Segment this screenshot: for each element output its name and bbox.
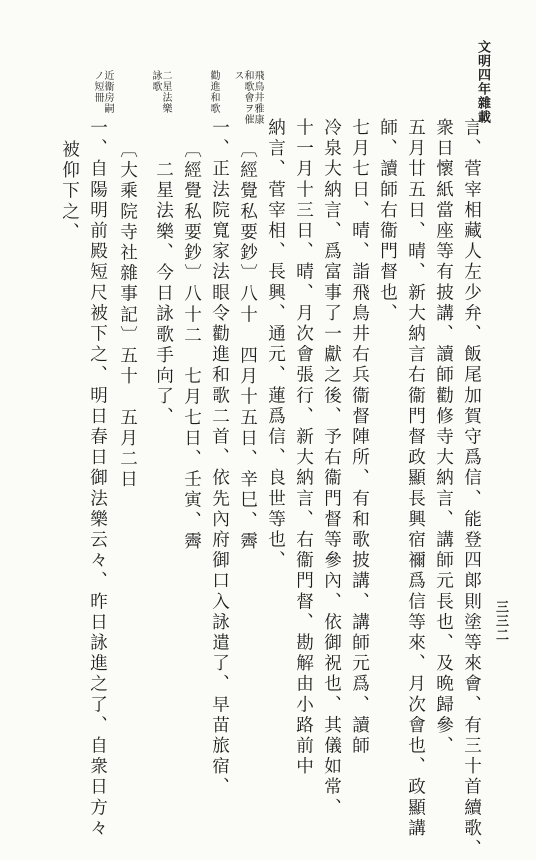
text-column: 十一月十三日、晴、月次會張行、新大納言、右衞門督、勘解由小路前中 <box>293 118 314 778</box>
text-column: 一、自陽明前殿短尺被下之、明日春日御法樂云々、昨日詠進之了、自衆日方々 <box>87 118 108 839</box>
text-column: 衆日懷紙當座等有披講、讀師勸修寺大納言、講師元長也、及晩歸參、 <box>433 118 454 757</box>
margin-note: 近衞房嗣ノ短冊 <box>92 70 113 114</box>
source-heading: 〔經覺私要鈔〕八十二 七月七日、壬寅、霽 <box>181 140 202 552</box>
text-column: 五月廿五日、晴、新大納言右衞門督政顯長興宿禰爲信等來、月次會也、政顯講 <box>405 118 426 839</box>
source-heading: 〔大乘院寺社雜事記〕五十 五月二日 <box>117 140 138 491</box>
page-number: 三三二 <box>493 600 508 642</box>
text-column: 冷泉大納言、爲富事了一獻之後、予右衞門督等參內、依御祝也、其儀如常、 <box>321 118 342 819</box>
text-column: 言、菅宰相藏人左少弁、飯尾加賀守爲信、能登四郞則塗等來會、有三十首續歌、 <box>461 118 482 860</box>
text-column: 一、正法院寬家法眼令勸進和歌二首、依先內府御口入詠遣了、早苗旅宿、 <box>209 118 230 798</box>
margin-note: 勸進和歌 <box>208 70 219 114</box>
text-column: 被仰下之、 <box>59 140 80 243</box>
margin-note: 飛鳥井雅康和歌會ヲ催ス <box>232 70 263 125</box>
text-column: 二星法樂、今日詠歌手向了、 <box>153 160 174 428</box>
text-column: 七月七日、晴、詣飛鳥井右兵衞督陣所、有和歌披講、講師元爲、讀師 <box>349 118 370 757</box>
text-column: 納言、菅宰相、長興、通元、蓮爲信、良世等也、 <box>265 118 286 572</box>
text-column: 師、讀師右衞門督也、 <box>377 118 398 324</box>
running-title: 文明四年雜載 <box>475 40 490 124</box>
margin-note: 二星法樂詠歌 <box>150 70 171 114</box>
source-heading: 〔經覺私要鈔〕八十 四月十五日、辛巳、霽 <box>237 140 258 552</box>
